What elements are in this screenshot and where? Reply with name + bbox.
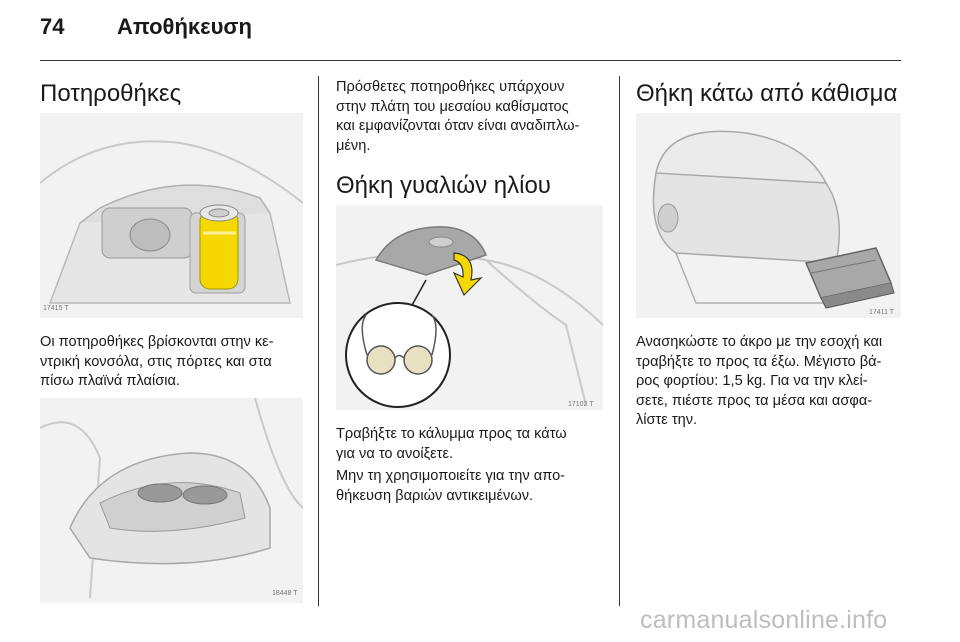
- text-line: Πρόσθετες ποτηροθήκες υπάρχουν: [336, 79, 565, 95]
- text-line: για να το ανοίξετε.: [336, 445, 454, 462]
- rear-seat-cupholder-illustration: [40, 398, 303, 603]
- text-line: θήκευση βαριών αντικειμένων.: [336, 487, 534, 504]
- sunglasses-holder-figure: [336, 205, 603, 410]
- text-line: ντρική κονσόλα, στις πόρτες και στα: [40, 353, 272, 370]
- text-line: Τραβήξτε το κάλυμμα προς τα κάτω: [336, 426, 567, 442]
- sunglasses-holder-heading: Θήκη γυαλιών ηλίου: [336, 172, 551, 199]
- header-rule: [40, 60, 901, 61]
- sunglasses-open-instruction: [336, 425, 611, 464]
- figure-code: 18448 T: [272, 590, 298, 597]
- cupholders-heading: Ποτηροθήκες: [40, 80, 182, 107]
- text-line: και εμφανίζονται όταν είναι αναδιπλω-: [336, 118, 580, 134]
- rear-cupholder-figure: [40, 398, 303, 603]
- watermark: carmanualsonline.info: [640, 606, 888, 634]
- text-line: ρος φορτίου: 1,5 kg. Για να την κλεί-: [636, 373, 868, 389]
- under-seat-drawer-description: [636, 333, 911, 431]
- under-seat-drawer-heading: Θήκη κάτω από κάθισμα: [636, 80, 898, 107]
- center-console-cupholder-figure: [40, 113, 303, 318]
- text-line: Μην τη χρησιμοποιείτε για την απο-: [336, 468, 566, 484]
- sunglasses-holder-illustration: [336, 205, 603, 410]
- additional-cupholders-description: [336, 78, 611, 156]
- cupholders-description: [40, 333, 310, 392]
- text-line: στην πλάτη του μεσαίου καθίσματος: [336, 98, 569, 115]
- text-line: λίστε την.: [636, 412, 698, 428]
- column-divider-2: [619, 76, 620, 606]
- figure-code: 17102 T: [568, 401, 594, 408]
- column-divider-1: [318, 76, 319, 606]
- under-seat-drawer-figure: [636, 113, 901, 318]
- page-number: 74: [40, 14, 65, 39]
- center-console-illustration: [40, 113, 303, 318]
- figure-code: 17411 T: [869, 309, 895, 316]
- text-line: πίσω πλαϊνά πλαίσια.: [40, 373, 180, 389]
- text-line: σετε, πιέστε προς τα μέσα και ασφα-: [636, 392, 873, 409]
- figure-code: 17415 T: [43, 305, 69, 312]
- text-line: τραβήξτε το προς τα έξω. Μέγιστο βά-: [636, 353, 882, 370]
- sunglasses-warning: [336, 467, 611, 506]
- under-seat-drawer-illustration: [636, 113, 901, 318]
- text-line: Ανασηκώστε το άκρο με την εσοχή και: [636, 334, 883, 350]
- text-line: Οι ποτηροθήκες βρίσκονται στην κε-: [40, 334, 274, 350]
- running-title: Αποθήκευση: [117, 14, 252, 39]
- text-line: μένη.: [336, 137, 371, 154]
